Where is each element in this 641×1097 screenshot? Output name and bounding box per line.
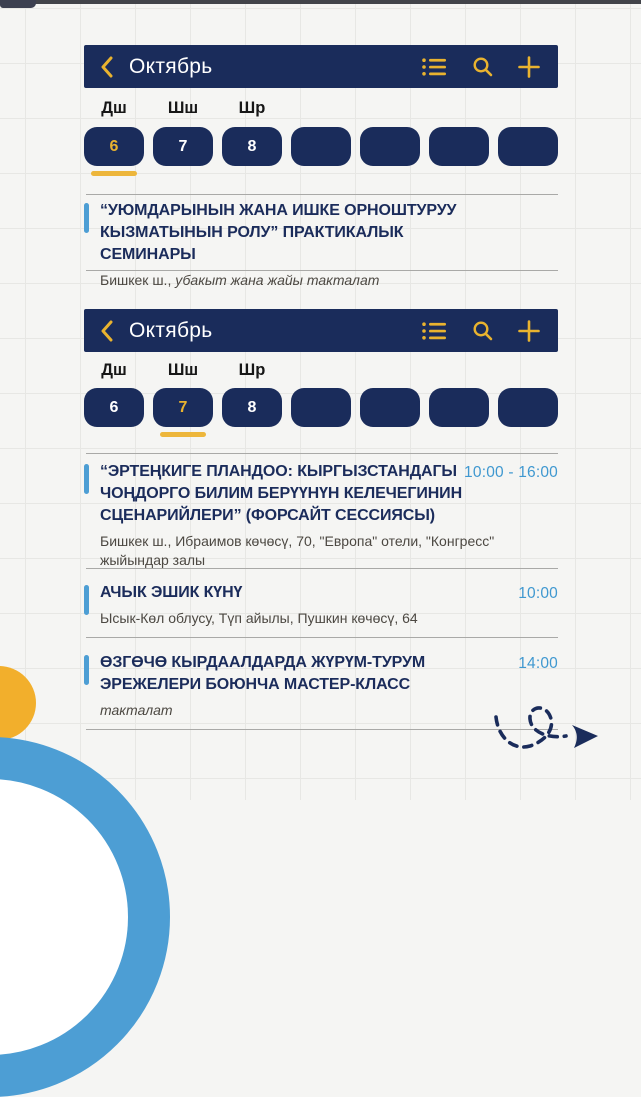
calendar-2-header xyxy=(84,309,558,352)
back-chevron-icon[interactable] xyxy=(100,320,114,342)
event-title: “ЭРТЕҢКИГЕ ПЛАНДОО: КЫРГЫЗСТАНДАГЫ ЧОҢДОРГО БИЛИМ БЕРҮҮНҮН КЕЛЕЧЕГИНИН СЦЕНАРИЙЛЕРИ” (ФОРСАЙТ СЕССИЯСЫ) xyxy=(100,463,463,524)
divider xyxy=(86,453,558,454)
event-location: Ысык-Көл облусу, Түп айылы, Пушкин көчөсү, 64 xyxy=(100,610,418,626)
date-pill[interactable] xyxy=(360,127,420,166)
date-pill[interactable] xyxy=(360,388,420,427)
event-item[interactable] xyxy=(84,582,558,628)
event-time: 10:00 xyxy=(518,585,558,602)
dashed-arrow-doodle xyxy=(480,695,615,770)
date-pill[interactable] xyxy=(498,388,558,427)
blue-ring-decoration xyxy=(0,737,170,1097)
search-icon[interactable] xyxy=(472,56,493,77)
event-item[interactable] xyxy=(84,461,558,570)
selected-date-underline xyxy=(160,432,206,437)
month-title: Октябрь xyxy=(129,54,213,78)
date-pill[interactable] xyxy=(291,127,351,166)
selected-date-underline xyxy=(91,171,137,176)
event-time: 10:00 - 16:00 xyxy=(464,464,558,481)
event-accent-bar xyxy=(84,203,89,233)
day-label: Дш xyxy=(101,361,127,379)
event-title: “УЮМДАРЫНЫН ЖАНА ИШКЕ ОРНОШТУРУУ КЫЗМАТЫНЫН РОЛУ” ПРАКТИКАЛЫК СЕМИНАРЫ xyxy=(100,202,457,263)
date-pill[interactable]: 7 xyxy=(153,127,213,166)
calendar-2-date-row xyxy=(84,388,558,427)
date-pill[interactable] xyxy=(429,127,489,166)
calendar-1-header xyxy=(84,45,558,88)
calendar-2-day-labels xyxy=(84,361,558,380)
day-label: Шр xyxy=(238,361,266,379)
event-title: АЧЫК ЭШИК КҮНҮ xyxy=(100,584,243,601)
date-pill[interactable]: 6 xyxy=(84,388,144,427)
calendar-1-day-labels xyxy=(84,99,558,118)
calendar-1-date-row xyxy=(84,127,558,166)
date-pill[interactable]: 8 xyxy=(222,388,282,427)
day-label: Дш xyxy=(101,99,127,117)
add-event-icon[interactable] xyxy=(518,56,540,78)
list-view-icon[interactable] xyxy=(422,321,447,341)
day-label: Шш xyxy=(167,361,199,379)
date-pill-selected[interactable]: 7 xyxy=(153,388,213,427)
event-accent-bar xyxy=(84,464,89,494)
event-title: ӨЗГӨЧӨ КЫРДААЛДАРДА ЖҮРҮМ-ТУРУМ ЭРЕЖЕЛЕРИ БОЮНЧА МАСТЕР-КЛАСС xyxy=(100,654,426,693)
top-edge-strip xyxy=(0,0,641,4)
yellow-circle-decoration xyxy=(0,666,36,740)
divider xyxy=(86,568,558,569)
divider xyxy=(86,637,558,638)
list-view-icon[interactable] xyxy=(422,57,447,77)
month-title: Октябрь xyxy=(129,318,213,342)
event-location: Бишкек ш., Ибраимов көчөсү, 70, "Европа" отели, "Конгресс" жыйындар залы xyxy=(100,533,495,568)
date-pill[interactable] xyxy=(498,127,558,166)
event-accent-bar xyxy=(84,585,89,615)
event-time: 14:00 xyxy=(518,655,558,672)
day-label: Шр xyxy=(238,99,266,117)
event-accent-bar xyxy=(84,655,89,685)
top-left-corner-mark xyxy=(0,0,36,8)
date-pill[interactable] xyxy=(429,388,489,427)
event-location: Бишкек ш., убакыт жана жайы такталат xyxy=(100,272,380,288)
search-icon[interactable] xyxy=(472,320,493,341)
event-note: такталат xyxy=(100,702,173,718)
date-pill[interactable] xyxy=(291,388,351,427)
day-label: Шш xyxy=(167,99,199,117)
divider xyxy=(86,270,558,271)
date-pill[interactable]: 8 xyxy=(222,127,282,166)
back-chevron-icon[interactable] xyxy=(100,56,114,78)
date-pill-selected[interactable]: 6 xyxy=(84,127,144,166)
add-event-icon[interactable] xyxy=(518,320,540,342)
event-item[interactable] xyxy=(84,200,558,290)
event-note: убакыт жана жайы такталат xyxy=(175,272,380,288)
divider xyxy=(86,194,558,195)
